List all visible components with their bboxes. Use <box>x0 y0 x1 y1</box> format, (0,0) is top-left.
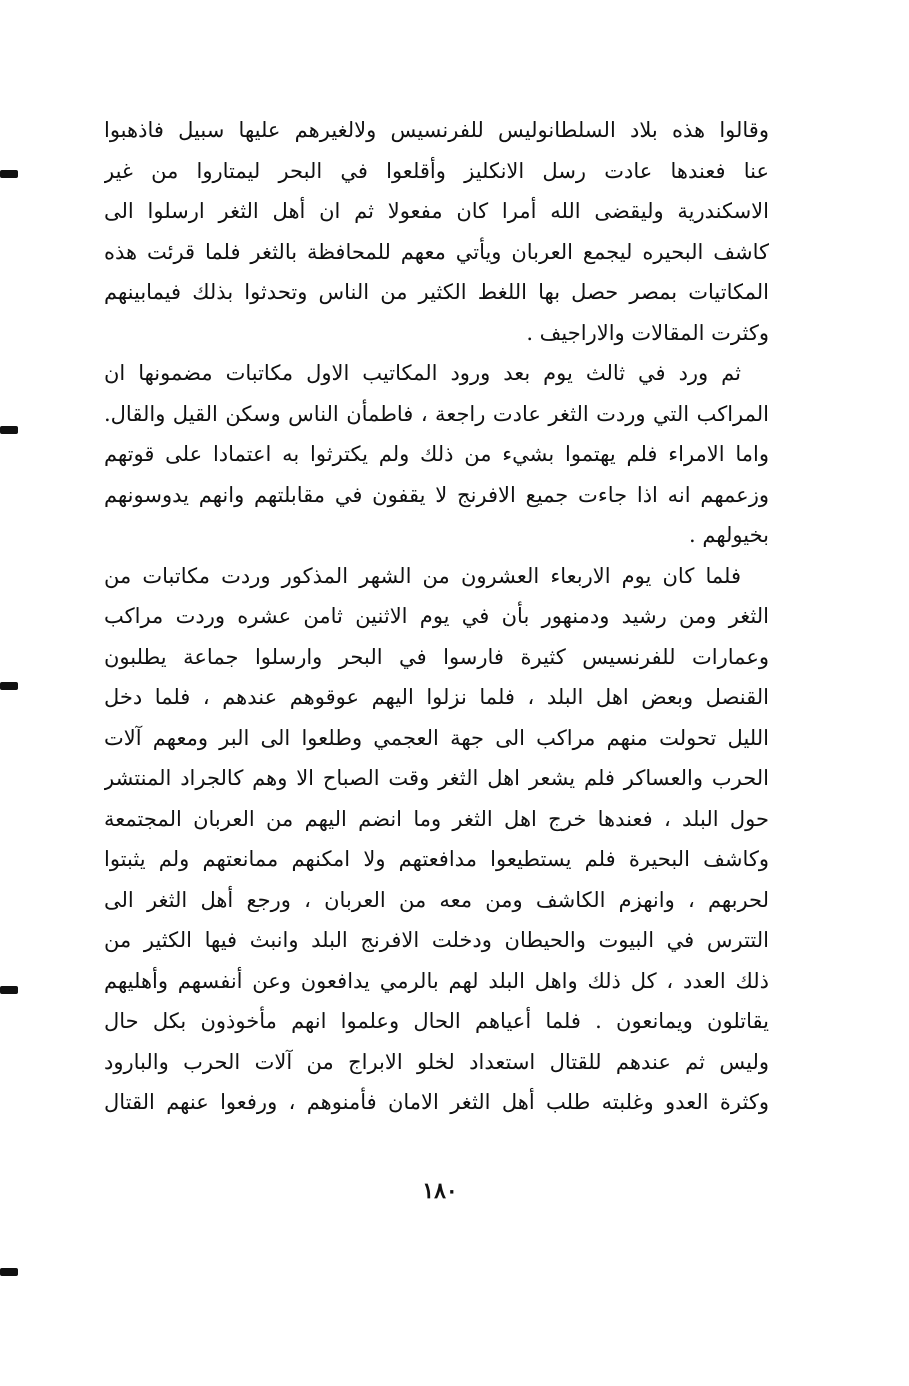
text-line: التترس في البيوت والحيطان ودخلت الافرنج البلد وانبث فيها الكثير من <box>104 928 769 952</box>
binding-mark <box>0 682 18 690</box>
text-line: كاشف البحيره ليجمع العربان ويأتي معهم للمحافظة بالثغر فلما قرئت هذه <box>104 239 769 264</box>
text-line: وزعمهم انه اذا جاءت جميع الافرنج لا يقفون في مقابلتهم وانهم يدوسونهم <box>104 482 769 507</box>
text-line: المراكب التي وردت الثغر عادت راجعة ، فاطمأن الناس وسكن القيل والقال. <box>104 401 769 426</box>
body-text <box>104 110 769 1123</box>
text-line: وليس ثم عندهم للقتال استعداد لخلو الابراج من آلات الحرب والبارود <box>104 1049 769 1074</box>
text-line: الليل تحولت منهم مراكب الى جهة العجمي وطلعوا الى البر ومعهم آلات <box>104 725 769 750</box>
text-line: فلما كان يوم الاربعاء العشرون من الشهر المذكور وردت مكاتبات من <box>104 563 741 588</box>
text-line: المكاتيات بمصر حصل بها اللغط الكثير من الناس وتحدثوا بذلك فيمابينهم <box>104 280 769 304</box>
text-line: وكثرت المقالات والاراجيف . <box>526 320 769 345</box>
page-number: ١٨٠ <box>422 1178 458 1204</box>
text-line: وعمارات للفرنسيس كثيرة فارسوا في البحر وارسلوا جماعة يطلبون <box>104 644 769 669</box>
text-line: عنا فعندها عادت رسل الانكليز وأقلعوا في البحر ليمتاروا من غير <box>104 158 769 183</box>
text-line: واما الامراء فلم يهتموا بشيء من ذلك ولم يكترثوا به اعتمادا على قوتهم <box>104 442 769 466</box>
text-line: القنصل وبعض اهل البلد ، فلما نزلوا اليهم عوقوهم عندهم ، فلما دخل <box>104 685 769 709</box>
text-line: الحرب والعساكر فلم يشعر اهل الثغر وقت الصباح الا وهم كالجراد المنتشر <box>104 766 769 790</box>
text-line: الاسكندرية وليقضى الله أمرا كان مفعولا ثم ان أهل الثغر ارسلوا الى <box>104 199 769 223</box>
binding-mark <box>0 986 18 994</box>
text-line: ثم ورد في ثالث يوم بعد ورود المكاتيب الاول مكاتبات مضمونها ان <box>104 361 741 385</box>
binding-mark <box>0 426 18 434</box>
text-line: لحربهم ، وانهزم الكاشف ومن معه من العربان ، ورجع أهل الثغر الى <box>104 887 769 912</box>
text-line: حول البلد ، فعندها خرج اهل الثغر وما انضم اليهم من العربان المجتمعة <box>104 806 769 831</box>
text-line: بخيولهم . <box>689 523 769 547</box>
text-line: وقالوا هذه بلاد السلطانوليس للفرنسيس ولالغيرهم عليها سبيل فاذهبوا <box>104 118 769 142</box>
text-line: وكثرة العدو وغلبته طلب أهل الثغر الامان فأمنوهم ، ورفعوا عنهم القتال <box>104 1090 769 1114</box>
text-line: ذلك العدد ، كل ذلك واهل البلد لهم بالرمي يدافعون وعن أنفسهم وأهليهم <box>104 968 769 993</box>
text-line: يقاتلون ويمانعون . فلما أعياهم الحال وعلموا انهم مأخوذون بكل حال <box>104 1009 769 1033</box>
binding-mark <box>0 170 18 178</box>
binding-mark <box>0 1268 18 1276</box>
text-line: وكاشف البحيرة فلم يستطيعوا مدافعتهم ولا امكنهم ممانعتهم ولم يثبتوا <box>104 847 769 871</box>
text-line: الثغر ومن رشيد ودمنهور بأن في يوم الاثنين ثامن عشره وردت مراكب <box>104 604 769 628</box>
